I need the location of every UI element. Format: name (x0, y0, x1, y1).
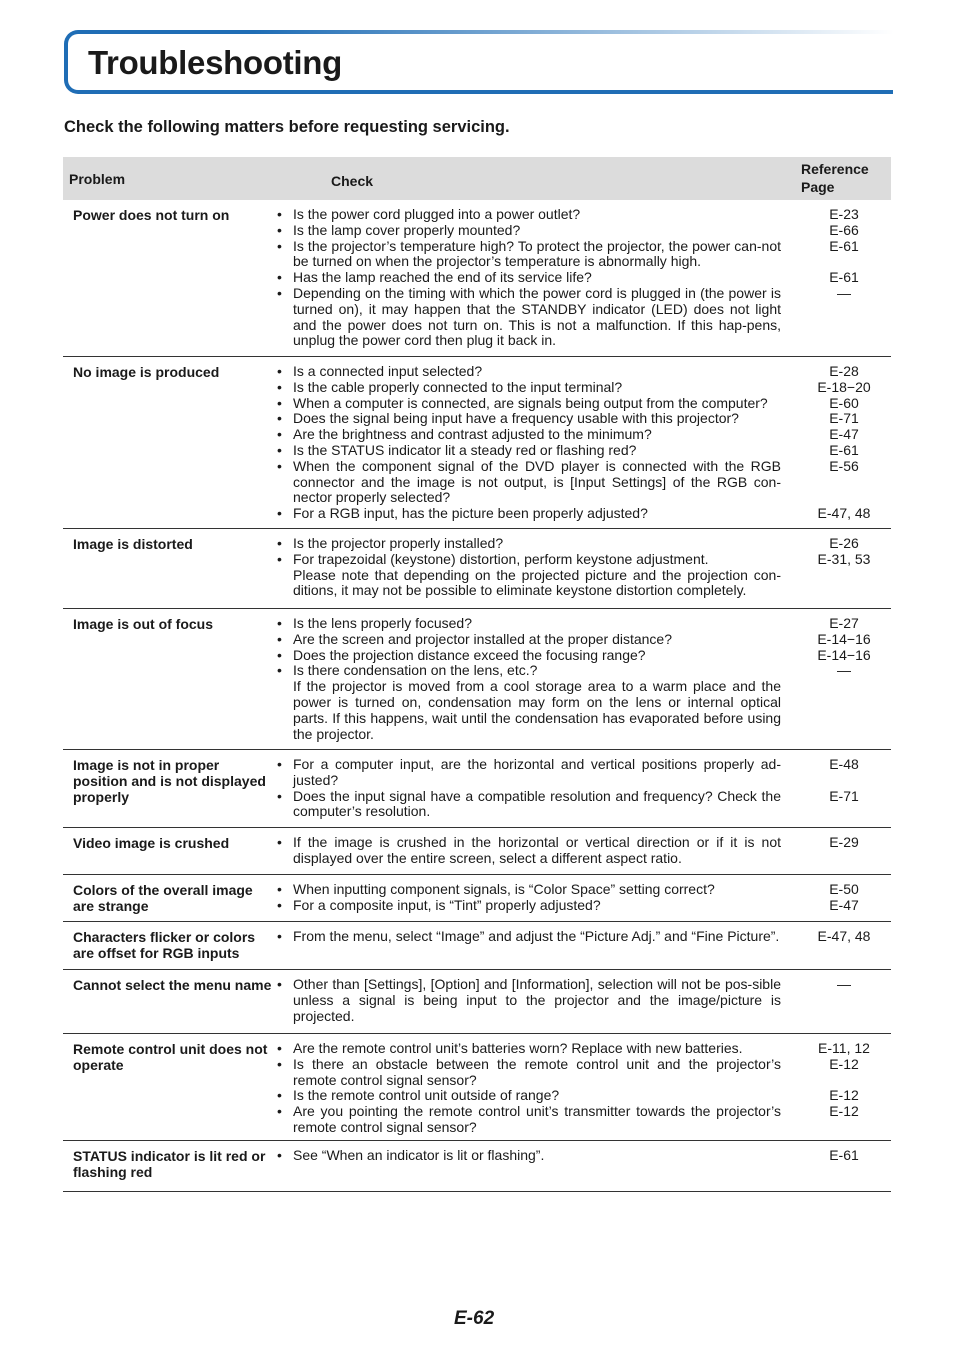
troubleshooting-table (63, 157, 891, 1192)
header-reference-line1: Reference (801, 161, 869, 177)
table-header (63, 157, 891, 200)
check-item: • For a computer input, are the horizontal and vertical positions properly ad-justed? (277, 757, 781, 789)
reference-page: E-47 (829, 896, 859, 913)
header-reference-line2: Page (801, 179, 835, 195)
check-item: • Is there condensation on the lens, etc.? (277, 663, 781, 679)
table-body (63, 200, 891, 1192)
problem-cell: Video image is crushed (73, 835, 230, 851)
reference-list (801, 977, 887, 993)
reference-page (801, 254, 887, 270)
reference-list (801, 1041, 887, 1120)
reference-page: — (837, 662, 851, 679)
check-item: • If the image is crushed in the horizontal or vertical direction or if it is not displayed over the entire screen, select a different aspect ratio. (277, 835, 781, 867)
check-item: • When inputting component signals, is “Color Space” setting correct? (277, 882, 781, 898)
reference-page (801, 773, 887, 789)
problem-cell: Image is distorted (73, 536, 193, 552)
reference-list (801, 882, 887, 914)
check-item: • Is the power cord plugged into a power outlet? (277, 207, 781, 223)
check-list (277, 977, 781, 1024)
table-row (63, 200, 891, 357)
reference-page: E-47, 48 (817, 928, 871, 944)
reference-page: E-61 (829, 237, 859, 254)
check-list (277, 536, 781, 599)
check-item: • Does the input signal have a compatible resolution and frequency? Check the computer’s resolution. (277, 789, 781, 821)
problem-cell: Image is out of focus (73, 616, 214, 632)
check-item: • Is the STATUS indicator lit a steady red or flashing red? (277, 443, 781, 459)
reference-page: E-71 (829, 787, 859, 804)
reference-page: — (837, 284, 851, 301)
table-row (63, 970, 891, 1034)
check-item: • When the component signal of the DVD player is connected with the RGB connector and the image is not output, is [Input Settings] of the RGB con-nector properly selected? (277, 459, 781, 506)
table-row (63, 1141, 891, 1192)
check-list (277, 1041, 781, 1136)
check-item: • Is the lens properly focused? (277, 616, 781, 632)
check-item: • Are the brightness and contrast adjusted to the minimum? (277, 427, 781, 443)
table-row (63, 609, 891, 750)
reference-list (801, 1148, 887, 1164)
reference-list (801, 757, 887, 804)
problem-cell: No image is produced (73, 364, 220, 380)
check-item: • For trapezoidal (keystone) distortion, perform keystone adjustment. (277, 552, 781, 568)
problem-cell: STATUS indicator is lit red or flashing red (73, 1148, 266, 1180)
reference-page: E-12 (829, 1055, 859, 1072)
problem-cell: Remote control unit does not operate (73, 1041, 268, 1073)
reference-page (801, 490, 887, 506)
table-row (63, 922, 891, 970)
table-row (63, 529, 891, 609)
check-note: If the projector is moved from a cool storage area to a warm place and the power is turned on, condensation may form on the lens or internal optical parts. If this happens, wait until the condensation has evaporated before using the projector. (293, 678, 781, 742)
reference-page: E-29 (829, 834, 859, 850)
check-list (277, 757, 781, 820)
reference-page: E-23 (829, 206, 859, 222)
check-item: • Is the cable properly connected to the input terminal? (277, 380, 781, 396)
check-item: • From the menu, select “Image” and adjust the “Picture Adj.” and “Fine Picture”. (277, 929, 781, 945)
check-item: • See “When an indicator is lit or flashing”. (277, 1148, 781, 1164)
problem-cell: Power does not turn on (73, 207, 230, 223)
check-item: • Are the remote control unit’s batteries worn? Replace with new batteries. (277, 1041, 781, 1057)
check-item: • Is a connected input selected? (277, 364, 781, 380)
check-item: • For a RGB input, has the picture been properly adjusted? (277, 506, 781, 522)
check-item: • Are you pointing the remote control unit’s transmitter towards the projector’s remote control signal sensor? (277, 1104, 781, 1136)
reference-page: E-47 (829, 426, 859, 443)
problem-cell: Image is not in proper position and is not displayed properly (73, 757, 266, 805)
problem-cell: Colors of the overall image are strange (73, 882, 253, 914)
table-row (63, 875, 891, 922)
check-item: • Has the lamp reached the end of its service life? (277, 270, 781, 286)
table-row (63, 750, 891, 828)
reference-page: E-56 (829, 457, 859, 474)
check-list (277, 364, 781, 522)
reference-page: E-26 (829, 535, 859, 551)
table-row (63, 828, 891, 875)
check-item: • Does the projection distance exceed the focusing range? (277, 648, 781, 664)
reference-page: E-14−16 (817, 646, 871, 663)
reference-list (801, 929, 887, 945)
check-item: • Is the projector properly installed? (277, 536, 781, 552)
check-list (277, 929, 781, 945)
reference-list (801, 835, 887, 851)
reference-page: E-50 (829, 881, 859, 897)
header-check: Check (331, 173, 374, 189)
reference-page: E-12 (829, 1103, 859, 1120)
reference-page: E-18−20 (817, 378, 871, 395)
reference-page: — (837, 976, 851, 992)
reference-page (801, 1073, 887, 1089)
header-problem: Problem (69, 171, 126, 187)
page-subtitle: Check the following matters before requesting servicing. (64, 118, 510, 136)
check-item: • When a computer is connected, are signals being output from the computer? (277, 396, 781, 412)
reference-page: E-28 (829, 363, 859, 379)
reference-page: E-60 (829, 394, 859, 411)
problem-cell: Characters flicker or colors are offset for RGB inputs (73, 929, 256, 961)
check-list (277, 616, 781, 742)
reference-page: E-61 (829, 1147, 859, 1163)
check-list (277, 1148, 781, 1164)
page-number: E-62 (454, 1308, 495, 1329)
reference-page: E-12 (829, 1087, 859, 1104)
reference-page: E-27 (829, 615, 859, 631)
reference-page: E-47, 48 (817, 505, 871, 522)
check-list (277, 882, 781, 914)
check-item: • Is the remote control unit outside of range? (277, 1088, 781, 1104)
check-item: • Does the signal being input have a frequency usable with this projector? (277, 411, 781, 427)
reference-page: E-61 (829, 269, 859, 286)
reference-list (801, 616, 887, 679)
check-item: • Is there an obstacle between the remote control unit and the projector’s remote control signal sensor? (277, 1057, 781, 1089)
reference-list (801, 207, 887, 302)
reference-list (801, 536, 887, 568)
table-row (63, 1034, 891, 1141)
reference-page: E-31, 53 (817, 550, 871, 567)
page-title: Troubleshooting (88, 44, 342, 81)
reference-page (801, 475, 887, 491)
header-reference (801, 160, 869, 196)
check-list (277, 835, 781, 867)
reference-page: E-61 (829, 441, 859, 458)
reference-page: E-11, 12 (818, 1040, 870, 1056)
reference-page: E-14−16 (817, 630, 871, 647)
check-item: • Is the lamp cover properly mounted? (277, 223, 781, 239)
table-row (63, 357, 891, 529)
problem-cell: Cannot select the menu name (73, 977, 272, 993)
check-note: Please note that depending on the projected picture and the projection con-ditions, it may not be possible to eliminate keystone distortion completely. (293, 566, 781, 599)
check-item: • Depending on the timing with which the power cord is plugged in (the power is turned on), it may happen that the STANDBY indicator (LED) does not light and the power does not turn on. This is not a malfunction. If this hap-pens, unplug the power cord then plug it back in. (277, 286, 781, 349)
check-item: • Other than [Settings], [Option] and [Information], selection will not be pos-sible unless a signal is being input to the projector and the image/picture is projected. (277, 977, 781, 1024)
check-item: • For a composite input, is “Tint” properly adjusted? (277, 898, 781, 914)
reference-list (801, 364, 887, 522)
check-item: • Are the screen and projector installed at the proper distance? (277, 632, 781, 648)
check-list (277, 207, 781, 349)
reference-page: E-71 (829, 410, 859, 427)
check-item: • Is the projector’s temperature high? To protect the projector, the power can-not be turned on when the projector’s temperature is abnormally high. (277, 239, 781, 271)
reference-page: E-66 (829, 221, 859, 238)
reference-page: E-48 (829, 756, 859, 772)
